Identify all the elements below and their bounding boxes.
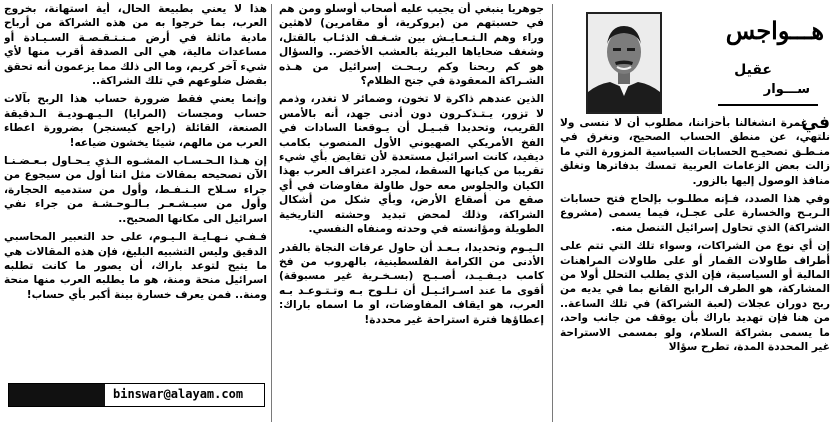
article-column-middle bbox=[279, 2, 544, 420]
article-paragraph: الذين عندهم ذاكرة لا تخون، وضمائر لا تغدر، وذمم لا تزور، يـتـذكـرون دون أدنى جهد، أنه بالأمس القريب، وتحديدا قبـيـل أن يـوقعنا السادات في الفخ الأمريكي الصهيوني الأول المنصوب بكامب ديفيد، كانت اسرائيل مستعدة لأن تقايض بأي شيء تقريبا من كيانها السقط، لمجرد اعتراف العرب بهذا الكيان والجلوس معه حول طاولة مفاوضات في أي صقع من أصقاع الأرض، وبأي شكل من أشكال الشراكة، وذلك لمحض تبديد وحشته التاريخية الطويلة ومؤانسته في وحدته ومنفاه النفسي. bbox=[279, 93, 544, 236]
author-email-box bbox=[8, 383, 265, 407]
article-paragraph: غمرة انشغالنا بأحزاننا، مطلوب أن لا ننسى ولا نلتهي، عن منطق الحساب الصحيح، ونغرق في منـطـق تصحيـح الحسابات السياسية المزورة التي ما زالت بعض الزعامات العربية تمسك بدفاترها وتغلق منافذ الوصول إليها بالزور. bbox=[560, 117, 830, 187]
article-column-left bbox=[4, 2, 267, 378]
article-column-right bbox=[560, 116, 830, 422]
email-bar bbox=[9, 384, 105, 406]
author-first-name: عقيل bbox=[734, 62, 772, 78]
column-title: هـــواجس bbox=[725, 16, 824, 45]
article-paragraph: وإنما يعني فقط ضرورة حساب هذا الربح بآلات حساب ومجسات (المرايا) الـيـهـوديـة الـدقيقة الصنعة، القائلة (راجع كيسنجر) بضرورة اعطاء العرب من مالهم، شيئا يخشون ضياعه! bbox=[4, 93, 267, 149]
column-divider bbox=[271, 4, 272, 422]
columnist-portrait-icon bbox=[586, 12, 662, 114]
article-paragraph: جوهريا ينبغي أن يجيب عليه أصحاب أوسلو ومن هم في حسبتهم من (بروكرية، أو مقامرين) لاهثين وراء وهم الـتـعـايـش بين شـغـف الذئـاب بالقتل، وشغف ضحاياها البريئة بالعشب الأخضر.. والسؤال هو كم ربحنا وكم ربـحـت إسرائيل من هـذه الشـراكة المعقودة في جنح الظلام؟ bbox=[279, 3, 544, 88]
article-paragraph: فـفـي نـهـايـة الـيـوم، على حد التعبير المحاسبي الدقيق وليس التشبيه البليغ، فإن هذه المقالات هي ما يتيح لتوعد باراك، أن يصور ما كانت تطلبه اسرائيل منحة ومنة، هو ما يطلبه العرب منها منحة ومنة.. فمن يعرف خسارة بينة أكبر بأي حساب! bbox=[4, 231, 267, 301]
author-email: binswar@alayam.com bbox=[113, 387, 244, 401]
article-paragraph: إن هـذا الـحـسـاب المشـوه الـذي يـحـاول بـعـضـنـا الآن تصحيحه بمقالات مثل اننا أول من سيجوع من جراء سـلاح الـنـفـط، وأول من ستدميه الحجارة، وأول من سيـشـعـر بـالـوحـشـة من جراء نفي اسرائيل الى مكانها الصحيح.. bbox=[4, 155, 267, 225]
author-last-name: ســـوار bbox=[763, 82, 810, 97]
title-underline bbox=[718, 104, 818, 106]
drop-initial: في bbox=[801, 116, 830, 133]
column-header bbox=[560, 2, 830, 114]
column-divider bbox=[552, 4, 553, 422]
article-paragraph: إن أي نوع من الشراكات، وسواء تلك التي تتم على أطراف طاولات القمار أو على طاولات المراهنات المالية أو السياسية، فإن الذي يطلب التحلل أولا من المشاركة، هو الطرف الرابح القانع بما في يديه من ربح دوران عجلات (لعبة الشراكة) في تلك الساعة.. من هنا فإن تهديد باراك بأن يوقف من جانب واحد، ما يسمى بشراكة السلام، ولو بمسمى الاستراحة غير المحددة المدة، تطرح سؤالا bbox=[560, 240, 830, 354]
article-paragraph: وفي هذا الصدد، فـإنه مطلـوب بإلحاح فتح حسابات الـربـح والخسارة على عجـل، فيما يسمى (مشروع الشراكة) الذي تحاول إسرائيل التنصل منه. bbox=[560, 193, 830, 234]
article-paragraph: الـيـوم وتحديدا، بـعـد أن حاول عرفات النجاة بالقدر الأدنى من الكرامة الفلسطينية، بالهروب من فخ كامب ديـفـيـد، أصـبـح (بسـخـرية غير مسبوقة) أقوى ما عند اسـرائـيـل أن تـلـوح بـه وتـتـوعـد بـه العرب، هو ايقاف المفاوضات، او ما اسماه باراك: إعطاؤها فترة استراحة غير محددة! bbox=[279, 241, 544, 326]
article-paragraph: هذا لا يعني بطبيعة الحال، أية استهانة، بخروج العرب، بما خرجوا به من هذه الشراكة من أرباح مادية ماثلة في أرض مـنـتـقـصـة السـيـادة أو مساعدات مالية، هي الى الصدقة أقرب منها لأي شيء آخر كريم، وما الى ذلك مما يزعمون أنه تحقق بفضل ضلوعهم في تلك الشراكة.. bbox=[4, 3, 267, 88]
